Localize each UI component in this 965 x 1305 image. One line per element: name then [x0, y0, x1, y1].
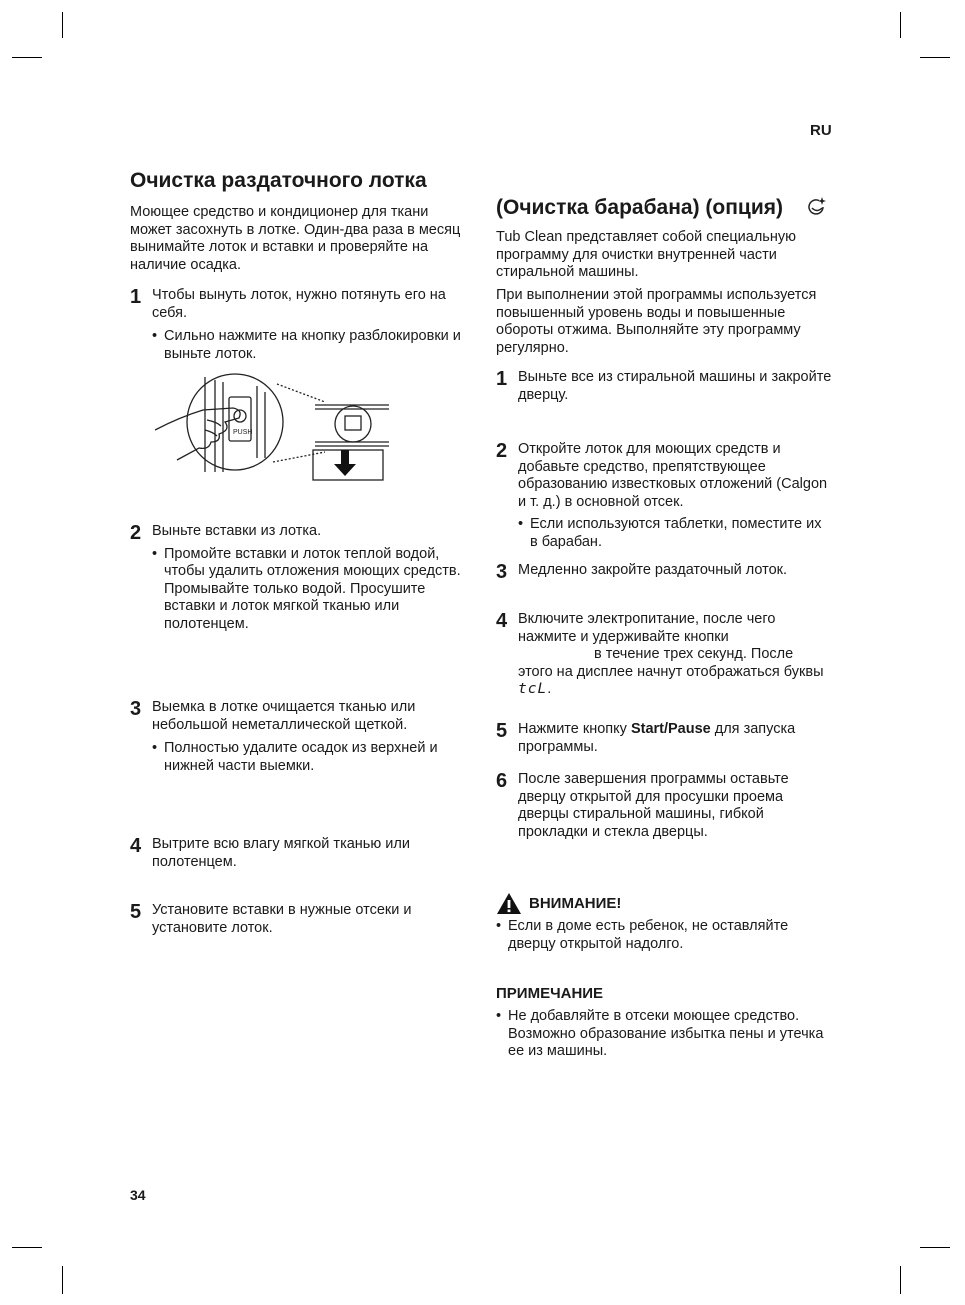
start-pause-label: Start/Pause	[630, 721, 711, 737]
right-step-6	[496, 771, 826, 841]
right-step-2	[496, 441, 831, 551]
step-number: 2	[496, 440, 508, 462]
right-step-1	[496, 369, 836, 404]
note-title: ПРИМЕЧАНИЕ	[496, 985, 604, 1002]
step-text-line-2: нажмите и удерживайте кнопки	[518, 628, 729, 645]
left-step-4	[130, 836, 465, 871]
step-number: 4	[496, 610, 508, 632]
display-readout	[518, 681, 836, 699]
step-text-after: для запуска программы.	[518, 721, 796, 755]
tub-clean-icon	[806, 196, 828, 218]
step-number: 6	[496, 770, 508, 792]
crop-mark	[920, 57, 950, 58]
caution-box	[496, 892, 831, 953]
down-arrow-icon	[334, 450, 356, 476]
page-number: 34	[130, 1187, 146, 1203]
dispenser-removal-illustration	[155, 372, 395, 484]
step-bullet: • Промойте вставки и лоток теплой водой, чтобы удалить отложения моющих средств. Промывайте только водой. Просушите вставки и лоток мягкой тканью или полотенцем.	[152, 546, 465, 634]
step-text: Установите вставки в нужные отсеки и установите лоток.	[152, 902, 412, 936]
crop-mark	[900, 1266, 901, 1294]
step-text-line-3: в течение трех секунд. После	[594, 646, 794, 662]
step-number: 2	[130, 522, 142, 544]
step-text-line-1: Включите электропитание, после чего	[518, 611, 776, 627]
push-label: PUSH	[233, 429, 253, 436]
right-step-5	[496, 721, 831, 756]
note-bullet: • Не добавляйте в отсеки моющее средство. Возможно образование избытка пены и утечка ее из машины.	[496, 1008, 831, 1061]
step-number: 1	[496, 368, 508, 390]
step-text: Чтобы вынуть лоток, нужно потянуть его на себя.	[152, 287, 446, 321]
caution-header	[496, 892, 831, 915]
note-box	[496, 985, 831, 1061]
crop-mark	[12, 1247, 42, 1248]
display-period: .	[547, 681, 552, 697]
crop-mark	[920, 1247, 950, 1248]
step-text: Выньте вставки из лотка.	[152, 523, 322, 539]
step-text-before: Нажмите кнопку	[518, 721, 631, 737]
zoom-circle	[187, 374, 283, 470]
step-number: 1	[130, 286, 142, 308]
left-step-1	[130, 287, 465, 363]
left-intro: Моющее средство и кондиционер для ткани может засохнуть в лотке. Один-два раза в месяц вынимайте лоток и вставки и проверяйте на наличие осадка.	[130, 204, 461, 273]
right-section-title: (Очистка барабана) (опция)	[496, 196, 783, 219]
step-bullet: • Полностью удалите осадок из верхней и нижней части выемки.	[152, 740, 465, 775]
caution-bullet: • Если в доме есть ребенок, не оставляйте дверцу открытой надолго.	[496, 918, 808, 953]
step-text: Откройте лоток для моющих средств и добавьте средство, препятствующее образованию известковых отложений (Calgon и т. д.) в основной отсек.	[518, 441, 828, 510]
crop-mark	[900, 12, 901, 38]
step-bullet: • Если используются таблетки, поместите их в барабан.	[518, 516, 831, 551]
crop-mark	[62, 1266, 63, 1294]
language-label: RU	[810, 122, 832, 139]
step-text: Медленно закройте раздаточный лоток.	[518, 562, 788, 578]
left-step-2	[130, 523, 465, 633]
step-number: 4	[130, 835, 142, 857]
step-text-line-4: этого на дисплее начнут отображаться буквы	[518, 663, 824, 680]
step-text: Выньте все из стиральной машины и закройте дверцу.	[518, 369, 832, 403]
left-step-5	[130, 902, 465, 937]
right-intro-1: Tub Clean представляет собой специальную программу для очистки внутренней части стиральной машины.	[496, 229, 796, 280]
right-step-3	[496, 561, 831, 583]
step-number: 5	[130, 901, 142, 923]
step-text: После завершения программы оставьте дверцу открытой для просушки проема дверцы стиральной машины, гибкой прокладки и стекла дверцы.	[518, 771, 789, 840]
left-step-3	[130, 699, 465, 775]
step-bullet: • Сильно нажмите на кнопку разблокировки и выньте лоток.	[152, 328, 465, 363]
step-number: 5	[496, 720, 508, 742]
left-section-title: Очистка раздаточного лотка	[130, 169, 427, 192]
step-text: Выемка в лотке очищается тканью или небольшой неметаллической щеткой.	[152, 699, 416, 733]
step-number: 3	[496, 561, 508, 583]
step-text: Вытрите всю влагу мягкой тканью или полотенцем.	[152, 836, 410, 870]
tcl-display-text: tcL	[518, 681, 548, 697]
step-text	[518, 721, 831, 756]
crop-mark	[12, 57, 42, 58]
right-intro-2: При выполнении этой программы используется повышенный уровень воды и повышенные обороты отжима. Выполняйте эту программу регулярно.	[496, 287, 817, 356]
warning-icon	[496, 892, 522, 915]
crop-mark	[62, 12, 63, 38]
right-step-4	[496, 611, 836, 699]
caution-title: ВНИМАНИЕ!	[529, 895, 622, 912]
step-number: 3	[130, 698, 142, 720]
